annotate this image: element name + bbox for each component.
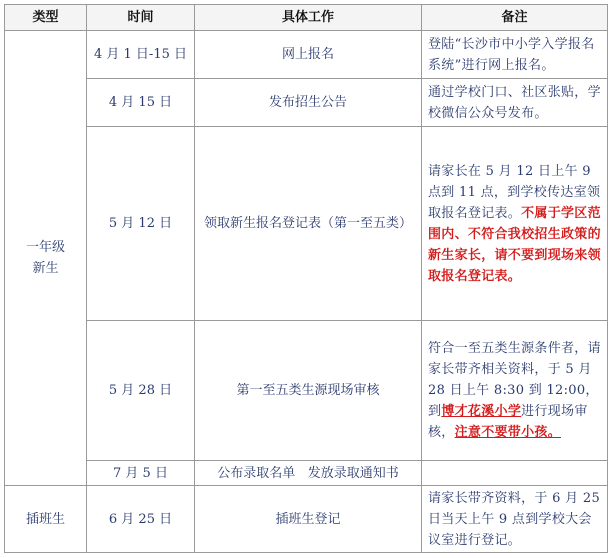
table-row	[5, 461, 608, 486]
time-cell: 4 月 15 日	[87, 79, 195, 127]
category-transfer: 插班生	[5, 486, 87, 553]
category-grade1-line2: 新生	[32, 261, 59, 277]
table-row	[5, 127, 608, 321]
work-cell: 发布招生公告	[195, 79, 422, 127]
work-cell: 网上报名	[195, 31, 422, 79]
note-warning: 注意不要带小孩。	[454, 425, 562, 441]
time-cell: 7 月 5 日	[87, 461, 195, 486]
note-cell	[422, 127, 608, 321]
work-cell: 领取新生报名登记表（第一至五类）	[195, 127, 422, 321]
category-grade1	[5, 31, 87, 486]
work-cell: 插班生登记	[195, 486, 422, 553]
time-cell: 5 月 28 日	[87, 321, 195, 461]
work-cell: 公布录取名单 发放录取通知书	[195, 461, 422, 486]
time-cell: 4 月 1 日-15 日	[87, 31, 195, 79]
header-work: 具体工作	[195, 5, 422, 31]
table-row	[5, 486, 608, 553]
table-row	[5, 321, 608, 461]
note-warning: 不属于学区范围内、不符合我校招生政策的新生家长，请不要到现场来领取报名登记表。	[428, 205, 601, 284]
enrollment-schedule-table	[4, 4, 608, 553]
note-cell: 请家长带齐资料，于 6 月 25 日当天上午 9 点到学校大会议室进行登记。	[422, 486, 608, 553]
note-text: 符合一至五类生源条件者，请家长带齐相关资料，于 5 月 28 日上午 8:30 到 12:00，到	[428, 341, 601, 420]
header-category: 类型	[5, 5, 87, 31]
table-row	[5, 79, 608, 127]
header-time: 时间	[87, 5, 195, 31]
note-cell	[422, 461, 608, 486]
category-grade1-line1: 一年级	[25, 240, 65, 256]
note-text-cont: 进行现场审核，	[428, 404, 588, 441]
table-header-row	[5, 5, 608, 31]
time-cell: 5 月 12 日	[87, 127, 195, 321]
time-cell: 6 月 25 日	[87, 486, 195, 553]
note-cell: 登陆“长沙市中小学入学报名系统”进行网上报名。	[422, 31, 608, 79]
note-text: 请家长在 5 月 12 日上午 9 点到 11 点，到学校传达室领取报名登记表。	[428, 163, 601, 221]
table-row	[5, 31, 608, 79]
header-note: 备注	[422, 5, 608, 31]
note-cell	[422, 321, 608, 461]
note-cell: 通过学校门口、社区张贴，学校微信公众号发布。	[422, 79, 608, 127]
note-school-name: 博才花溪小学	[441, 404, 522, 420]
work-cell: 第一至五类生源现场审核	[195, 321, 422, 461]
